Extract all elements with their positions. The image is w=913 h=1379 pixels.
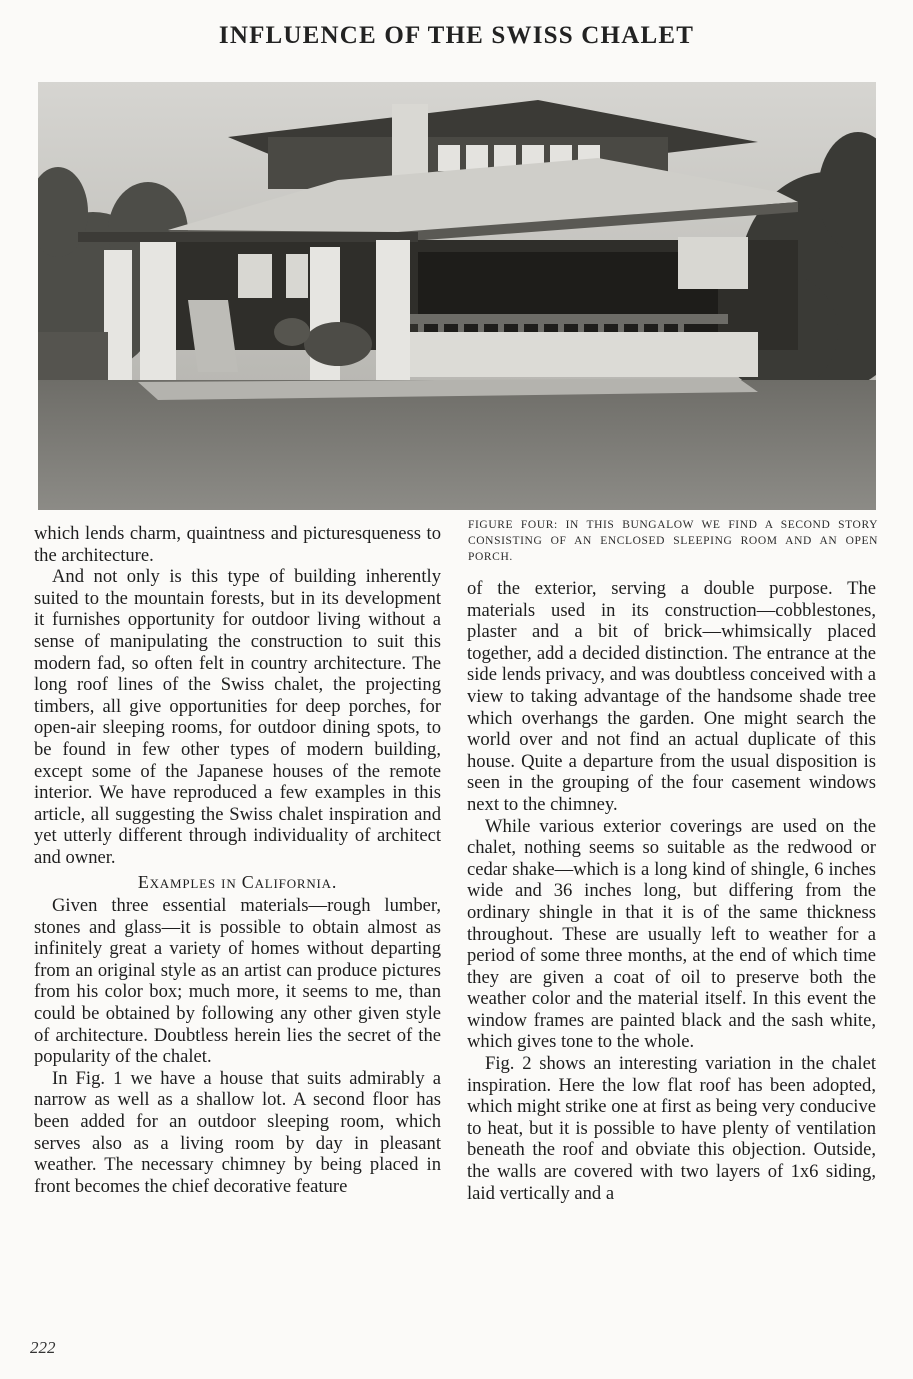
right-column xyxy=(467,578,876,1204)
bungalow-photograph xyxy=(38,82,876,510)
paragraph: Fig. 2 shows an interesting variation in the chalet inspiration. Here the low flat roof has been adopted, which might strike one at first as being very conducive to heat, but it is possible to have plenty of ventilation beneath the roof and obviate this objection. Outside, the walls are covered with two layers of 1x6 siding, laid vertically and a xyxy=(467,1053,876,1204)
section-subheading: Examples in California. xyxy=(137,871,338,892)
left-column xyxy=(34,523,441,1197)
paragraph: In Fig. 1 we have a house that suits admirably a narrow as well as a shallow lot. A second floor has been added for an outdoor sleeping room, which serves also as a living room by day in pleasant weather. The necessary chimney by being placed in front becomes the chief decorative feature xyxy=(34,1067,441,1197)
figure-caption: FIGURE FOUR: IN THIS BUNGALOW WE FIND A SECOND STORY CONSISTING OF AN ENCLOSED SLEEPING ROOM AND AN OPEN PORCH. xyxy=(468,519,878,563)
paragraph: Given three essential materials—rough lumber, stones and glass—it is possible to obtain almost as infinitely great a variety of homes without departing from an original style as an artist can produce pictures from his color box; much more, it seems to me, than could be obtained by following any other given style of architecture. Doubtless herein lies the secret of the popularity of the chalet. xyxy=(34,895,441,1068)
paragraph: And not only is this type of building inherently suited to the mountain forests, but in its development it furnishes opportunity for outdoor living without a sense of manipulating the construction to suit this modern fad, so often felt in country architecture. The long roof lines of the Swiss chalet, the projecting timbers, all give opportunities for deep porches, for open-air sleeping rooms, for outdoor dining spots, to be found in few other types of modern building, except some of the Japanese houses of the remote interior. We have reproduced a few examples in this article, all suggesting the Swiss chalet inspiration and yet utterly different through individuality of architect and owner. xyxy=(34,566,441,868)
page-number: 222 xyxy=(30,1338,56,1357)
running-head: INFLUENCE OF THE SWISS CHALET xyxy=(218,22,695,49)
paragraph: which lends charm, quaintness and picturesqueness to the architecture. xyxy=(34,523,441,566)
paragraph: of the exterior, serving a double purpose. The materials used in its construction—cobblestones, plaster and a bit of brick—whimsically placed together, add a decided distinction. The entrance at the side lends privacy, and was doubtless conceived with a view to taking advantage of the handsome shade tree which overhangs the garden. One might search the world over and not find an actual duplicate of this house. Quite a departure from the usual disposition is seen in the grouping of the four casement windows next to the chimney. xyxy=(467,578,876,815)
paragraph: While various exterior coverings are used on the chalet, nothing seems so suitable as the redwood or cedar shake—which is a long kind of shingle, 6 inches wide and 36 inches long, but differing from the ordinary shingle in that it is of the same thickness throughout. These are usually left to weather for a period of some three months, at the end of which time they are given a coat of oil to preserve both the weather color and the material itself. In this event the window frames are painted black and the sash white, which gives tone to the whole. xyxy=(467,815,876,1053)
